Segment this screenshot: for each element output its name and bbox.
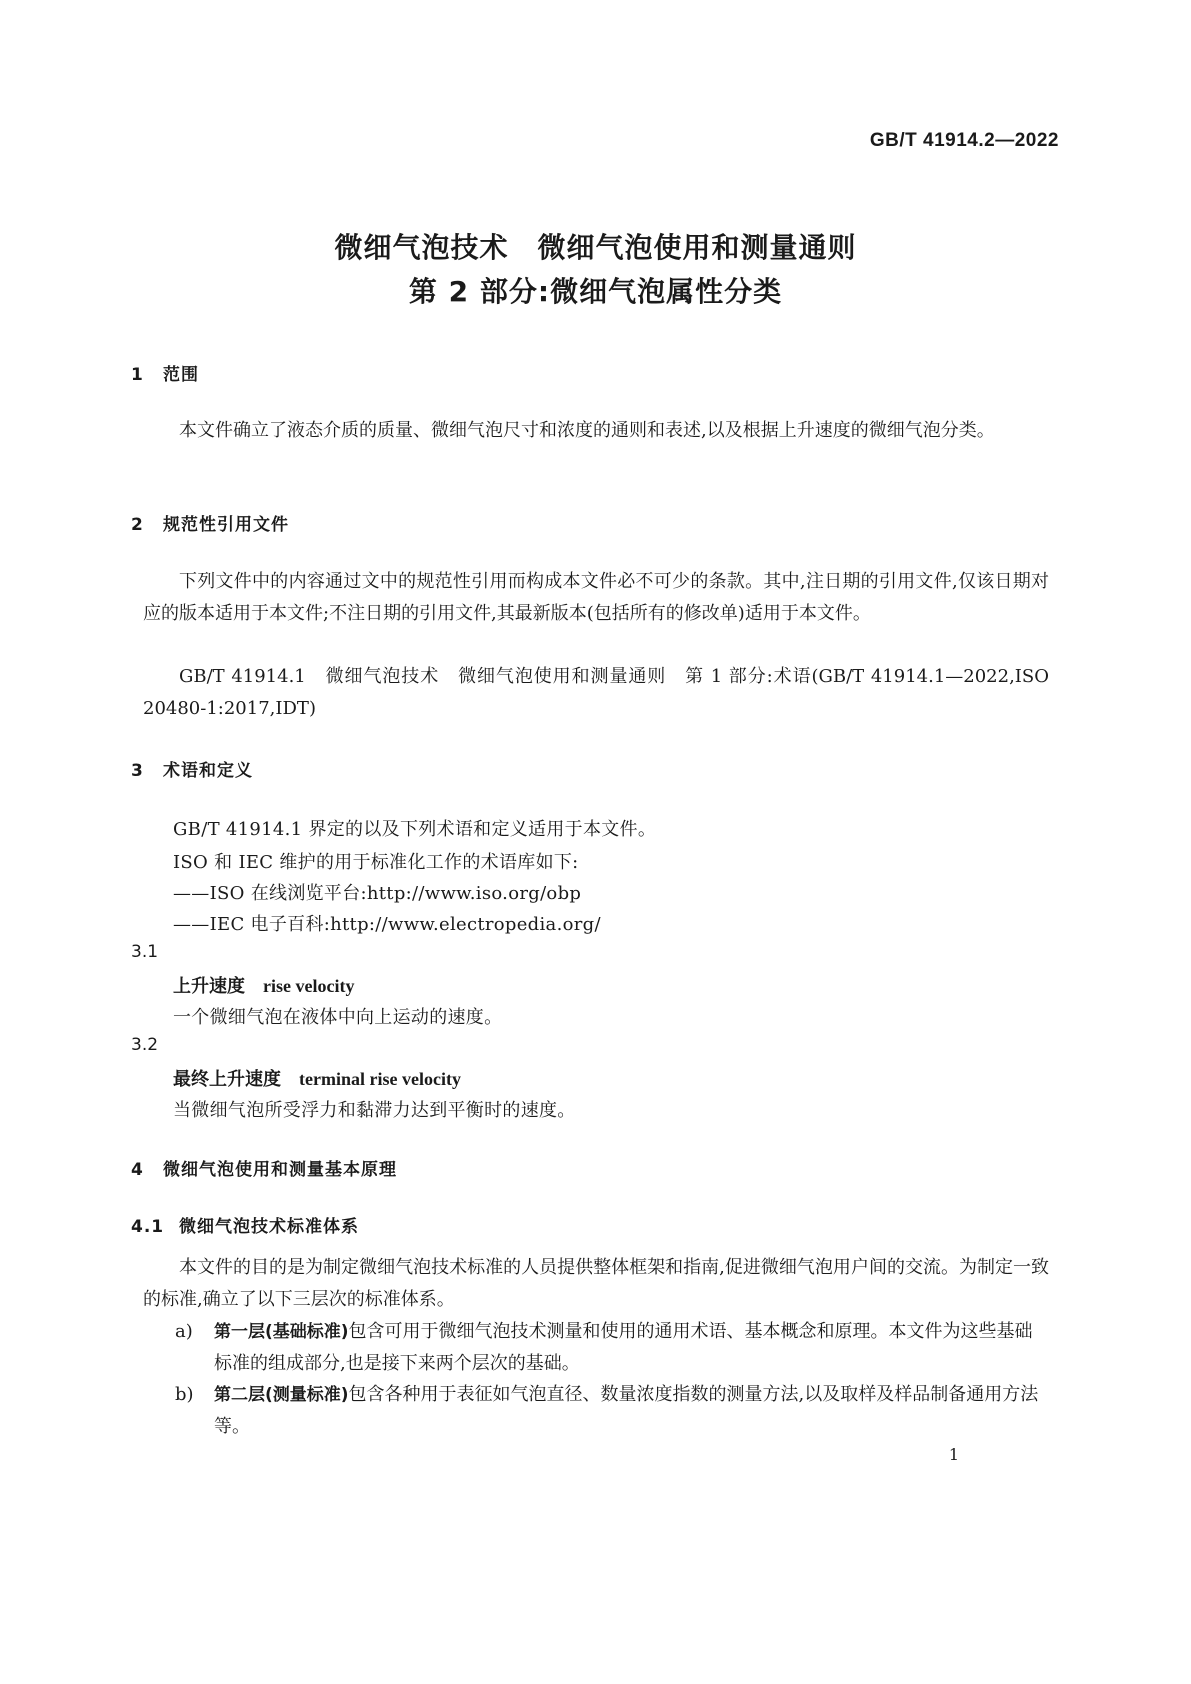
term-en: rise velocity [263, 976, 355, 996]
list-item-text: 包含各种用于表征如气泡直径、数量浓度指数的测量方法,以及取样及样品制备通用方法等。 [214, 1384, 1039, 1437]
subsection-title: 微细气泡技术标准体系 [179, 1217, 359, 1237]
document-title-line1: 微细气泡技术 微细气泡使用和测量通则 [334, 231, 857, 264]
section-number: 3 [131, 761, 144, 781]
list-marker: a) [175, 1321, 193, 1342]
section-2-heading [131, 510, 289, 535]
section-number: 4 [131, 1160, 144, 1180]
standard-code: GB/T 41914.2—2022 [869, 130, 1059, 151]
document-title-line2: 第 2 部分:微细气泡属性分类 [408, 275, 783, 308]
term-database-intro: ISO 和 IEC 维护的用于标准化工作的术语库如下: [173, 852, 579, 873]
subsection-4-1-heading [131, 1212, 359, 1237]
term-number: 3.2 [131, 1035, 159, 1055]
section-title: 规范性引用文件 [163, 515, 289, 535]
subsection-number: 4.1 [131, 1217, 165, 1237]
list-item-bold-lead: 第二层(测量标准) [214, 1385, 349, 1405]
section-number: 2 [131, 515, 144, 535]
term-title [173, 972, 354, 998]
term-title [173, 1065, 461, 1091]
section-3-heading [131, 756, 253, 781]
terms-intro-line: GB/T 41914.1 界定的以及下列术语和定义适用于本文件。 [173, 819, 657, 840]
list-item [175, 1379, 1049, 1443]
list-item-text: 包含可用于微细气泡技术测量和使用的通用术语、基本概念和原理。本文件为这些基础标准的组成部分,也是接下来两个层次的基础。 [214, 1321, 1033, 1374]
iso-obp-link[interactable]: ——ISO 在线浏览平台:http://www.iso.org/obp [173, 883, 582, 904]
normative-reference: GB/T 41914.1 微细气泡技术 微细气泡使用和测量通则 第 1 部分:术语(GB/T 41914.1—2022,ISO 20480-1:2017,IDT) [143, 666, 1049, 719]
section-4-heading [131, 1155, 397, 1180]
term-en: terminal rise velocity [299, 1069, 461, 1089]
term-zh: 上升速度 [173, 976, 245, 997]
section-title: 范围 [163, 365, 199, 385]
list-item [175, 1316, 1049, 1380]
section-1-heading [131, 360, 199, 385]
section-title: 术语和定义 [163, 761, 253, 781]
section-title: 微细气泡使用和测量基本原理 [163, 1160, 397, 1180]
section-2-paragraph: 下列文件中的内容通过文中的规范性引用而构成本文件必不可少的条款。其中,注日期的引用文件,仅该日期对应的版本适用于本文件;不注日期的引用文件,其最新版本(包括所有的修改单)适用于本文件。 [143, 571, 1049, 624]
term-zh: 最终上升速度 [173, 1069, 281, 1090]
term-number: 3.1 [131, 942, 159, 962]
list-marker: b) [175, 1384, 194, 1405]
term-definition: 当微细气泡所受浮力和黏滞力达到平衡时的速度。 [173, 1100, 576, 1121]
section-number: 1 [131, 365, 144, 385]
subsection-4-1-paragraph: 本文件的目的是为制定微细气泡技术标准的人员提供整体框架和指南,促进微细气泡用户间的交流。为制定一致的标准,确立了以下三层次的标准体系。 [143, 1257, 1049, 1310]
term-definition: 一个微细气泡在液体中向上运动的速度。 [173, 1007, 503, 1028]
page-number: 1 [948, 1445, 959, 1464]
list-item-bold-lead: 第一层(基础标准) [214, 1322, 349, 1342]
section-1-paragraph: 本文件确立了液态介质的质量、微细气泡尺寸和浓度的通则和表述,以及根据上升速度的微细气泡分类。 [179, 420, 995, 441]
iec-electropedia-link[interactable]: ——IEC 电子百科:http://www.electropedia.org/ [173, 914, 601, 935]
